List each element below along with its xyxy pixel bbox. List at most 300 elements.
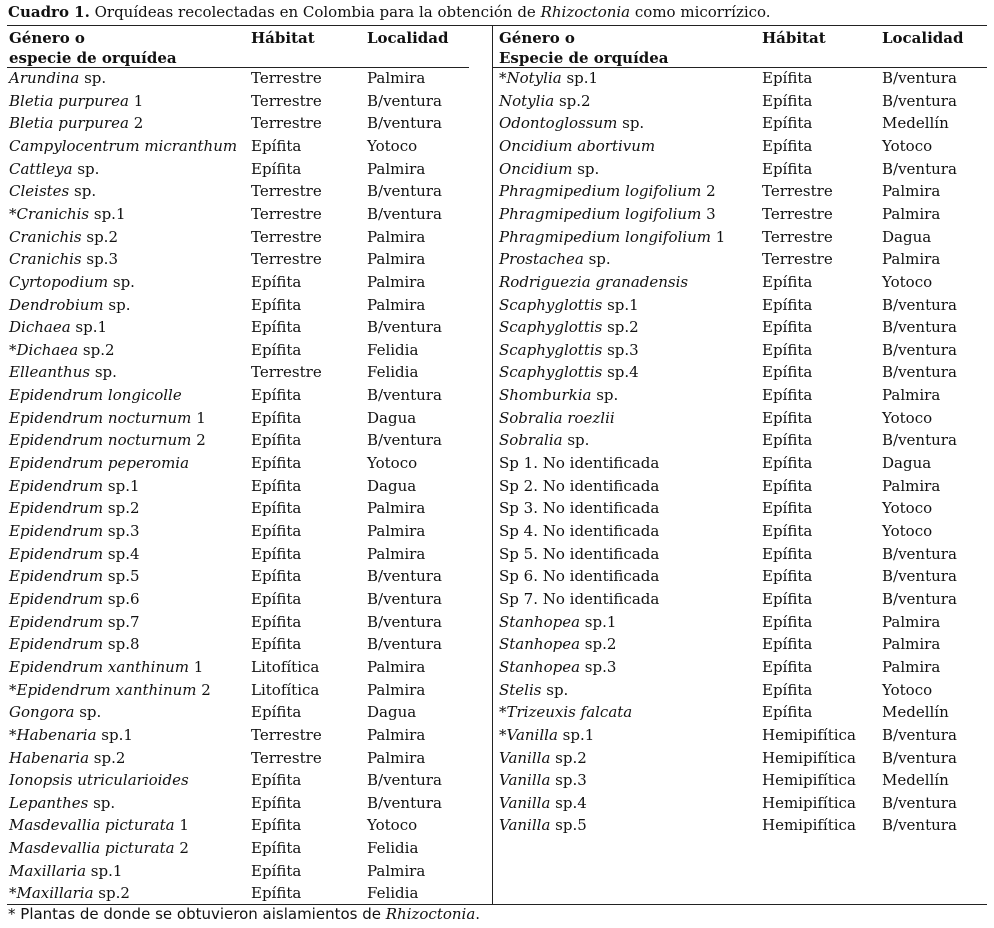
locality-cell: B/ventura: [882, 296, 957, 314]
species-italic: Vanilla: [499, 816, 551, 834]
locality-cell: Felidia: [367, 341, 419, 359]
species-italic: Epidendrum: [9, 499, 104, 517]
species-italic: Oncidium abortivum: [499, 137, 656, 155]
species-cell: [9, 589, 140, 609]
species-italic: Vanilla: [499, 771, 551, 789]
habitat-cell: Epífita: [251, 477, 302, 495]
species-italic: Cleistes: [9, 182, 70, 200]
locality-cell: B/ventura: [367, 794, 442, 812]
species-cell: [499, 136, 655, 156]
species-cell: [9, 861, 122, 881]
species-italic: Bletia purpurea: [9, 114, 129, 132]
species-italic: Habenaria: [9, 749, 90, 767]
habitat-cell: Epífita: [762, 69, 813, 87]
species-suffix: 1: [128, 92, 144, 110]
locality-cell: B/ventura: [367, 318, 442, 336]
left-header-habitat: Hábitat: [251, 29, 315, 47]
locality-cell: Felidia: [367, 363, 419, 381]
species-suffix: Sp 4. No identificada: [499, 522, 660, 540]
species-cell: [9, 702, 101, 722]
habitat-cell: Hemipifítica: [762, 726, 856, 744]
species-suffix: sp.: [79, 69, 107, 87]
species-suffix: Sp 3. No identificada: [499, 499, 660, 517]
habitat-cell: Epífita: [251, 522, 302, 540]
species-cell: [499, 181, 716, 201]
species-suffix: sp.5: [550, 816, 587, 834]
species-cell: [9, 317, 107, 337]
species-suffix: 2: [701, 182, 716, 200]
species-suffix: sp.1: [557, 726, 595, 744]
species-cell: [499, 770, 587, 790]
footnote-end: .: [475, 905, 481, 923]
footnote-text: * Plantas de donde se obtuvieron aislamientos de: [8, 905, 386, 923]
species-suffix: sp.1: [86, 862, 123, 880]
species-suffix: sp.3: [602, 341, 639, 359]
locality-cell: B/ventura: [367, 635, 442, 653]
locality-cell: Dagua: [882, 228, 932, 246]
species-cell: [9, 883, 130, 903]
species-suffix: sp.: [108, 273, 135, 291]
species-cell: [499, 362, 639, 382]
species-italic: Sobralia roezlii: [499, 409, 615, 427]
locality-cell: Yotoco: [882, 137, 933, 155]
species-cell: [9, 634, 140, 654]
species-italic: *Maxillaria: [9, 884, 94, 902]
species-suffix: sp.5: [103, 567, 140, 585]
species-italic: Vanilla: [499, 749, 551, 767]
locality-cell: Yotoco: [367, 137, 418, 155]
species-italic: Sobralia: [499, 431, 563, 449]
caption-label: Cuadro 1.: [8, 3, 90, 21]
locality-cell: Felidia: [367, 839, 419, 857]
right-header-locality: Localidad: [882, 29, 964, 47]
locality-cell: Yotoco: [882, 409, 933, 427]
species-cell: [499, 725, 594, 745]
locality-cell: Yotoco: [882, 522, 933, 540]
locality-cell: Palmira: [367, 522, 426, 540]
locality-cell: Palmira: [882, 205, 941, 223]
species-cell: [9, 113, 143, 133]
species-cell: [9, 453, 189, 473]
habitat-cell: Epífita: [251, 454, 302, 472]
species-cell: [499, 498, 659, 518]
habitat-cell: Epífita: [251, 273, 302, 291]
species-cell: [499, 317, 639, 337]
species-suffix: sp.3: [550, 771, 587, 789]
habitat-cell: Litofítica: [251, 658, 320, 676]
locality-cell: Palmira: [367, 160, 426, 178]
left-header-genus: [9, 28, 177, 68]
locality-cell: B/ventura: [367, 590, 442, 608]
species-cell: [499, 204, 716, 224]
species-cell: [499, 227, 725, 247]
species-suffix: sp.2: [550, 749, 587, 767]
species-cell: [9, 657, 203, 677]
locality-cell: B/ventura: [367, 431, 442, 449]
habitat-cell: Epífita: [762, 522, 813, 540]
species-cell: [9, 340, 115, 360]
species-italic: Epidendrum: [9, 635, 104, 653]
species-suffix: 3: [701, 205, 716, 223]
species-italic: Epidendrum: [9, 613, 104, 631]
locality-cell: B/ventura: [882, 318, 957, 336]
species-suffix: sp.2: [78, 341, 115, 359]
habitat-cell: Terrestre: [762, 182, 833, 200]
species-cell: [9, 476, 140, 496]
habitat-cell: Epífita: [251, 409, 302, 427]
species-cell: [9, 430, 206, 450]
species-suffix: sp.2: [89, 749, 126, 767]
locality-cell: Palmira: [882, 477, 941, 495]
species-suffix: sp.2: [554, 92, 591, 110]
habitat-cell: Epífita: [762, 318, 813, 336]
locality-cell: B/ventura: [882, 590, 957, 608]
species-suffix: sp.: [74, 703, 102, 721]
species-cell: [499, 476, 659, 496]
species-suffix: Sp 6. No identificada: [499, 567, 660, 585]
habitat-cell: Terrestre: [251, 92, 322, 110]
species-suffix: sp.: [72, 160, 100, 178]
locality-cell: B/ventura: [882, 363, 957, 381]
species-italic: Shomburkia: [499, 386, 592, 404]
habitat-cell: Epífita: [762, 477, 813, 495]
locality-cell: Palmira: [367, 749, 426, 767]
species-suffix: sp.1: [70, 318, 108, 336]
species-italic: Phragmipedium logifolium: [499, 205, 702, 223]
caption-italic: Rhizoctonia: [540, 3, 631, 21]
habitat-cell: Epífita: [251, 884, 302, 902]
habitat-cell: Terrestre: [251, 726, 322, 744]
habitat-cell: Epífita: [762, 681, 813, 699]
species-cell: [499, 521, 659, 541]
species-cell: [499, 680, 568, 700]
species-suffix: sp.2: [81, 228, 118, 246]
species-cell: [499, 113, 644, 133]
species-suffix: sp.8: [103, 635, 140, 653]
locality-cell: Felidia: [367, 884, 419, 902]
habitat-cell: Terrestre: [251, 182, 322, 200]
species-suffix: sp.4: [103, 545, 140, 563]
species-cell: [499, 340, 639, 360]
species-cell: [9, 566, 140, 586]
species-suffix: sp.: [69, 182, 97, 200]
species-suffix: sp.3: [81, 250, 118, 268]
species-cell: [9, 725, 133, 745]
species-suffix: sp.2: [602, 318, 639, 336]
species-cell: [9, 385, 182, 405]
species-suffix: sp.: [90, 363, 117, 381]
locality-cell: Palmira: [367, 273, 426, 291]
habitat-cell: Epífita: [762, 545, 813, 563]
locality-cell: Palmira: [367, 296, 426, 314]
locality-cell: Palmira: [367, 726, 426, 744]
habitat-cell: Epífita: [251, 499, 302, 517]
species-italic: Epidendrum: [9, 545, 104, 563]
table-caption: [8, 3, 771, 21]
habitat-cell: Epífita: [251, 341, 302, 359]
habitat-cell: Terrestre: [251, 749, 322, 767]
species-italic: Epidendrum peperomia: [9, 454, 190, 472]
species-suffix: sp.: [562, 431, 590, 449]
species-italic: *Epidendrum xanthinum: [9, 681, 197, 699]
habitat-cell: Epífita: [762, 363, 813, 381]
species-cell: [499, 815, 587, 835]
habitat-cell: Epífita: [251, 771, 302, 789]
habitat-cell: Epífita: [762, 454, 813, 472]
species-italic: Oncidium: [499, 160, 573, 178]
species-suffix: Sp 2. No identificada: [499, 477, 660, 495]
locality-cell: B/ventura: [367, 205, 442, 223]
right-header-genus: [499, 28, 669, 68]
species-suffix: 2: [191, 431, 206, 449]
species-italic: Epidendrum: [9, 590, 104, 608]
locality-cell: B/ventura: [882, 92, 957, 110]
species-prefix: *: [499, 69, 507, 87]
locality-cell: Yotoco: [367, 816, 418, 834]
species-cell: [499, 295, 639, 315]
species-cell: [499, 249, 611, 269]
habitat-cell: Terrestre: [762, 250, 833, 268]
species-cell: [9, 838, 189, 858]
locality-cell: B/ventura: [882, 160, 957, 178]
species-cell: [9, 612, 140, 632]
habitat-cell: Epífita: [251, 703, 302, 721]
species-italic: Epidendrum nocturnum: [9, 409, 192, 427]
species-suffix: sp.4: [550, 794, 587, 812]
species-suffix: sp.: [591, 386, 619, 404]
habitat-cell: Epífita: [762, 92, 813, 110]
right-header-genus-line1: Género o: [499, 29, 575, 47]
habitat-cell: Epífita: [251, 160, 302, 178]
habitat-cell: Terrestre: [762, 228, 833, 246]
locality-cell: Palmira: [882, 613, 941, 631]
locality-cell: Palmira: [882, 182, 941, 200]
species-cell: [9, 272, 135, 292]
locality-cell: B/ventura: [367, 182, 442, 200]
locality-cell: Palmira: [367, 69, 426, 87]
species-italic: Scaphyglottis: [499, 341, 603, 359]
species-suffix: 2: [174, 839, 189, 857]
species-italic: Cranichis: [9, 228, 82, 246]
locality-cell: Yotoco: [882, 273, 933, 291]
habitat-cell: Hemipifítica: [762, 816, 856, 834]
habitat-cell: Epífita: [762, 114, 813, 132]
locality-cell: B/ventura: [367, 613, 442, 631]
species-italic: Scaphyglottis: [499, 363, 603, 381]
locality-cell: B/ventura: [882, 545, 957, 563]
footnote-italic: Rhizoctonia: [385, 905, 476, 923]
locality-cell: B/ventura: [367, 567, 442, 585]
species-italic: Epidendrum: [9, 522, 104, 540]
species-italic: Arundina: [9, 69, 80, 87]
locality-cell: Palmira: [367, 250, 426, 268]
habitat-cell: Litofítica: [251, 681, 320, 699]
species-cell: [499, 272, 688, 292]
habitat-cell: Hemipifítica: [762, 771, 856, 789]
species-suffix: 2: [128, 114, 144, 132]
habitat-cell: Hemipifítica: [762, 749, 856, 767]
locality-cell: B/ventura: [882, 431, 957, 449]
species-cell: [499, 159, 599, 179]
caption-text-end: como micorrízico.: [630, 3, 771, 21]
species-italic: Prostachea: [499, 250, 584, 268]
species-suffix: sp.4: [602, 363, 639, 381]
habitat-cell: Epífita: [251, 862, 302, 880]
habitat-cell: Epífita: [251, 567, 302, 585]
habitat-cell: Epífita: [251, 816, 302, 834]
locality-cell: Dagua: [367, 409, 417, 427]
locality-cell: Palmira: [882, 250, 941, 268]
species-cell: [499, 793, 587, 813]
species-cell: [9, 498, 140, 518]
habitat-cell: Epífita: [762, 613, 813, 631]
species-italic: *Habenaria: [9, 726, 97, 744]
species-cell: [9, 408, 206, 428]
locality-cell: Palmira: [882, 386, 941, 404]
species-cell: [499, 634, 616, 654]
locality-cell: Palmira: [882, 635, 941, 653]
species-italic: Cattleya: [9, 160, 73, 178]
habitat-cell: Epífita: [762, 409, 813, 427]
species-cell: [9, 181, 96, 201]
species-suffix: sp.: [103, 296, 131, 314]
habitat-cell: Epífita: [762, 658, 813, 676]
species-cell: [499, 566, 659, 586]
species-italic: Masdevallia picturata: [9, 816, 175, 834]
species-italic: Cyrtopodium: [9, 273, 109, 291]
locality-cell: Yotoco: [882, 499, 933, 517]
habitat-cell: Epífita: [251, 635, 302, 653]
species-italic: Notylia: [506, 69, 562, 87]
species-suffix: sp.1: [103, 477, 140, 495]
habitat-cell: Terrestre: [251, 363, 322, 381]
locality-cell: B/ventura: [882, 726, 957, 744]
habitat-cell: Epífita: [251, 386, 302, 404]
species-suffix: 1: [174, 816, 189, 834]
locality-cell: Palmira: [367, 228, 426, 246]
species-cell: [499, 430, 589, 450]
habitat-cell: Epífita: [251, 545, 302, 563]
species-cell: [499, 702, 632, 722]
species-italic: Phragmipedium longifolium: [499, 228, 711, 246]
species-italic: Scaphyglottis: [499, 296, 603, 314]
locality-cell: Palmira: [367, 681, 426, 699]
locality-cell: Dagua: [367, 477, 417, 495]
species-suffix: Sp 7. No identificada: [499, 590, 660, 608]
species-suffix: sp.3: [103, 522, 140, 540]
species-cell: [499, 385, 618, 405]
locality-cell: Medellín: [882, 114, 949, 132]
species-suffix: 1: [710, 228, 726, 246]
species-cell: [9, 68, 106, 88]
species-cell: [499, 408, 615, 428]
habitat-cell: Epífita: [762, 386, 813, 404]
column-divider: [492, 25, 493, 904]
species-suffix: sp.2: [103, 499, 140, 517]
locality-cell: Palmira: [367, 658, 426, 676]
species-suffix: sp.: [572, 160, 600, 178]
left-header-genus-line2: especie de orquídea: [9, 49, 177, 67]
habitat-cell: Hemipifítica: [762, 794, 856, 812]
locality-cell: Dagua: [367, 703, 417, 721]
locality-cell: Palmira: [367, 545, 426, 563]
species-suffix: sp.6: [103, 590, 140, 608]
left-header-genus-line1: Género o: [9, 29, 85, 47]
habitat-cell: Terrestre: [251, 205, 322, 223]
locality-cell: B/ventura: [882, 69, 957, 87]
species-cell: [9, 362, 117, 382]
right-header-habitat: Hábitat: [762, 29, 826, 47]
species-italic: Dichaea: [9, 318, 71, 336]
habitat-cell: Epífita: [251, 137, 302, 155]
species-italic: Stanhopea: [499, 613, 581, 631]
locality-cell: Palmira: [367, 499, 426, 517]
habitat-cell: Epífita: [251, 431, 302, 449]
species-italic: Notylia: [499, 92, 555, 110]
habitat-cell: Epífita: [762, 567, 813, 585]
habitat-cell: Epífita: [762, 499, 813, 517]
species-cell: [499, 68, 598, 88]
species-cell: [499, 91, 591, 111]
species-italic: Ionopsis utricularioides: [9, 771, 189, 789]
species-italic: *Vanilla: [499, 726, 558, 744]
species-suffix: sp.3: [580, 658, 617, 676]
species-cell: [499, 748, 587, 768]
species-italic: Epidendrum: [9, 477, 104, 495]
species-suffix: sp.1: [580, 613, 617, 631]
habitat-cell: Epífita: [762, 590, 813, 608]
species-italic: Odontoglossum: [499, 114, 618, 132]
species-italic: Stanhopea: [499, 635, 581, 653]
species-italic: Campylocentrum micranthum: [9, 137, 238, 155]
species-italic: Epidendrum longicolle: [9, 386, 182, 404]
species-italic: Epidendrum nocturnum: [9, 431, 192, 449]
right-header-genus-line2: Especie de orquídea: [499, 49, 669, 67]
locality-cell: Medellín: [882, 771, 949, 789]
species-italic: *Dichaea: [9, 341, 79, 359]
locality-cell: Dagua: [882, 454, 932, 472]
species-italic: Maxillaria: [9, 862, 87, 880]
locality-cell: B/ventura: [367, 92, 442, 110]
species-italic: Scaphyglottis: [499, 318, 603, 336]
species-suffix: sp.1: [561, 69, 599, 87]
left-header-locality: Localidad: [367, 29, 449, 47]
species-cell: [499, 544, 659, 564]
species-cell: [9, 91, 143, 111]
species-cell: [9, 521, 140, 541]
habitat-cell: Terrestre: [762, 205, 833, 223]
species-italic: Dendrobium: [9, 296, 104, 314]
species-suffix: 2: [196, 681, 211, 699]
species-cell: [9, 159, 99, 179]
locality-cell: Yotoco: [882, 681, 933, 699]
habitat-cell: Epífita: [251, 318, 302, 336]
species-cell: [9, 815, 189, 835]
species-suffix: sp.2: [93, 884, 130, 902]
species-suffix: sp.: [617, 114, 645, 132]
locality-cell: Medellín: [882, 703, 949, 721]
species-suffix: sp.1: [89, 205, 126, 223]
habitat-cell: Epífita: [762, 635, 813, 653]
species-italic: Cranichis: [9, 250, 82, 268]
species-cell: [499, 589, 659, 609]
species-cell: [9, 544, 140, 564]
footnote: [8, 905, 480, 923]
top-rule: [7, 25, 987, 26]
habitat-cell: Epífita: [251, 590, 302, 608]
locality-cell: B/ventura: [367, 771, 442, 789]
habitat-cell: Epífita: [762, 431, 813, 449]
